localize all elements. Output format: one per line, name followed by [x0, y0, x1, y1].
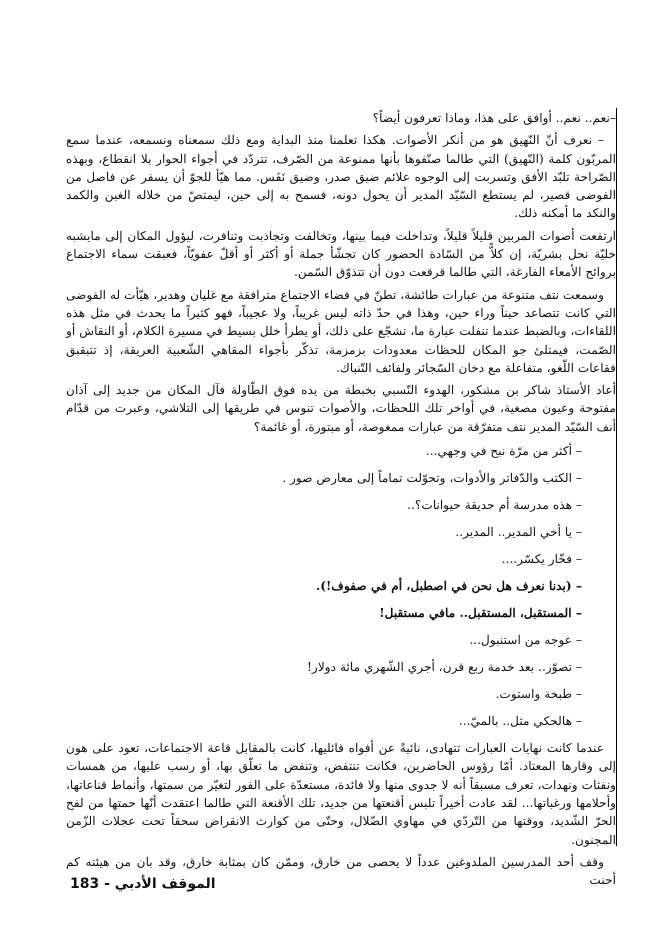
dialogue-line: – الكتب والدّفاتر والأدوات، وتحوّلت تماماً إلى معارض صور . [282, 471, 582, 486]
dialogue-line: – المستقبل، المستقبل.. مافي مستقبل! [379, 606, 582, 621]
paragraph: وقف أحد المدرسين الملدوغين عدداً لا يحصى من خارق، وممّن كان بمثابة خارق، وقد بان من هيئته كم أحنت [66, 854, 616, 888]
dialogue-line: – عوجه من استنبول... [469, 633, 582, 648]
dialogue-line: – (بدنا نعرف هل نحن في اصطبل، أم في صفوف!). [315, 579, 582, 594]
paragraph: وسمعت نتف متنوعة من عبارات طائشة، تطنّ في فضاء الاجتماع مترافقة مع غليان وهدير، هيّأت له الفوضى التي كانت تتصاعد حيناً وراء حين، وهذا في حدّ ذاته ليس غريباً، ولا عجيباً، فهو كثيراً ما يحدث في مثل هذه اللقاءات، وبالضبط عندما تنفلت عبارة ما، تشجّع على ذلك، أو يطرأ خلل بسيط في مسيرة الكلام، أو النقاش أو الصّمت، فيمتلئ جو المكان للحظات معدودات بزمزمة، تذكّر بأجواء المقاهي الشّعبية العريقة، إذ تتبقبق فقاعات اللّغو، متفاعلة مع دخان السّجائر ولفائف التّنباك. [66, 287, 616, 375]
dialogue-line: – أكثر من مرّة نبح في وجهي... [425, 444, 582, 459]
dialogue-list [66, 440, 616, 733]
paragraph: – نعرف أنّ النّهيق هو من أنكر الأصوات. هكذا تعلمنا منذ البداية ومع ذلك سمعناه ونسمعه، عندما سمع المربّون كلمة (النّهيق) التي طالما صنّفوها بأنها ممنوعة من الصّرف، تتردّد في أجواء الحوار بلا انقطاع، وبهذه الصّراحة تلبّد الأفق وتسربت إلى الوجوه علائم ضيق صدر، وضيق نَفَس. مما هيّأ للجوّ أن يسفر عن فاصل من الفوضى قصير، لم يستطع السّيّد المدير أن يحول دونه، فسمح به إلى حين، ليمتصّ من خلاله الغبن والكمد والنكد ما أمكنه ذلك. [66, 133, 616, 221]
dialogue-line: – طبخة واستوت. [495, 687, 582, 702]
dialogue-line: – هذه مدرسة أم حديقة حيوانات؟.. [407, 498, 582, 513]
paragraph: –نعم.. نعم.. أوافق على هذا، وماذا تعرفون أيضاً؟ [372, 111, 616, 125]
dialogue-line: – هالحكي مثل.. بالميّ... [458, 714, 582, 729]
paragraph: أعاد الأستاذ شاكر بن مشكور، الهدوء النّسبي بخبطة من يده فوق الطّاولة فآل المكان من جديد إلى آذان مفتوحة وعيون مصغية، في أواخر تلك اللحظات، والأصوات تنوس في طريقها إلى التلاشي، وعبرت من قدّام أنف السّيّد المدير نتف متفرّقة من عبارات ممغوصة، أو مبتورة، أو غائمة؟ [66, 383, 616, 434]
article-body [66, 109, 616, 893]
dialogue-line: – تصوّر.. بعد خدمة ربع قرن، أجري الشّهري مائة دولار! [307, 660, 582, 675]
dialogue-line: – فخّار يكسّر.... [501, 552, 582, 567]
page-footer: الموقف الأدبي - 183 [70, 876, 216, 892]
margin-rule [616, 108, 617, 846]
paragraph: عندما كانت نهايات العبارات تتهادى، نائيةً عن أفواه قائليها، كانت بالمقابل قاعة الاجتماعات، تعود على هون إلى وقارها المعتاد. أمّا رؤوس الحاضرين، فكانت تنتفض، وتنفض ما تعلّق بها، أو رسب عليها، من همسات ونفثات ونهدات، تعرف مسبقاً أنه لا جدوى منها ولا فائدة، مستعدّة على الفور لتغيّر من سمتها، وأنماط قناعاتها، وأحلامها ورغباتها... لقد عادت أخيراً تلبس أقنعتها من جديد، تلك الأقنعة التي طالما اعتقدت أنّها حمتها من لفح الحرّ الشّديد، ووقتها من التّردّي في مهاوي الضّلال، وحتّى من كوارث الانقراض سحقاً تحت عجلات الزّمن المجنون. [66, 741, 616, 847]
paragraph: ارتفعت أصوات المربين قليلاً قليلاً، وتداخلت فيما بينها، وتخالفت وتجاذبت وتنافرت، ليؤول المكان إلى مايشبه خليّة نحل بشريّة، إن كلاًّ من السّادة الحضور كان تجشّأ جملة أو أكثر أو أقلّ عفويّاً، فعبقت سماء الاجتماع بروائح الأمعاء الفارغة، التي طالما قرقعت دون أن تتذوّق السّمن. [66, 228, 616, 280]
dialogue-line: – يا أخي المدير.. المدير.. [455, 525, 582, 540]
